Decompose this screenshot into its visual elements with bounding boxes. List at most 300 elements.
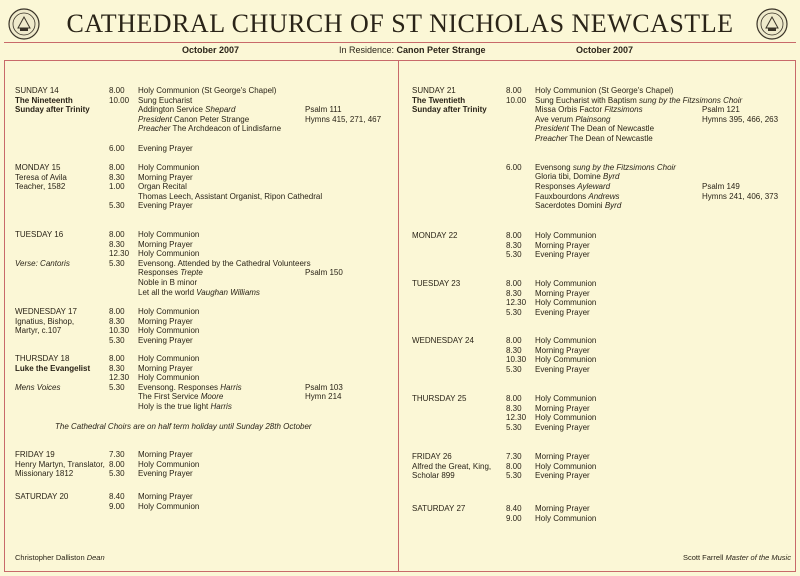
- service-text: Evening Prayer: [138, 143, 193, 153]
- day-observance: Teacher, 1582: [15, 182, 66, 192]
- service-description: [138, 364, 193, 374]
- role-label: Preacher: [535, 133, 568, 143]
- service-description: [138, 240, 193, 250]
- service-text: Holy Communion: [535, 279, 597, 288]
- service-row: [412, 394, 790, 404]
- day-observance: Martyr, c.107: [15, 326, 62, 336]
- service-row: [15, 115, 385, 125]
- service-description: [138, 124, 281, 134]
- service-row: [15, 182, 385, 192]
- service-time: 8.40: [109, 492, 125, 501]
- service-row: [15, 268, 385, 278]
- service-text: The Dean of Newcastle: [568, 124, 655, 134]
- service-row: [412, 250, 790, 260]
- service-description: [535, 514, 596, 524]
- service-text: Evening Prayer: [535, 250, 590, 260]
- service-text: Sung Eucharist: [138, 95, 193, 105]
- service-row: [15, 492, 385, 502]
- service-description: [535, 279, 596, 289]
- service-text: Holy Communion: [535, 355, 597, 365]
- service-row: [15, 259, 385, 269]
- day-block: [412, 452, 790, 481]
- service-row: [15, 307, 385, 317]
- service-time: 5.30: [506, 250, 522, 260]
- service-time: 8.30: [506, 345, 522, 355]
- composer-name: Moore: [200, 392, 224, 402]
- day-heading: SATURDAY 27: [412, 504, 466, 513]
- day-heading: THURSDAY 18: [15, 354, 70, 363]
- service-time: 8.00: [109, 354, 125, 363]
- service-row: [412, 289, 790, 299]
- service-description: [138, 402, 232, 412]
- service-time: 8.30: [109, 172, 125, 182]
- service-time: 5.30: [109, 382, 125, 392]
- service-text: Evening Prayer: [138, 335, 193, 345]
- day-heading: WEDNESDAY 17: [15, 307, 77, 316]
- day-heading: FRIDAY 26: [412, 452, 452, 461]
- day-block: [15, 86, 385, 153]
- service-time: 8.30: [506, 240, 522, 250]
- composer-name: Andrews: [588, 191, 620, 201]
- service-description: [138, 354, 199, 364]
- composer-name: Plainsong: [575, 114, 611, 124]
- service-description: [138, 173, 193, 183]
- service-text: Holy Communion: [535, 336, 597, 345]
- service-text: Sung Eucharist with Baptism: [535, 95, 640, 105]
- service-time: 8.40: [506, 504, 522, 513]
- service-row: [412, 423, 790, 433]
- service-time: 8.00: [506, 461, 522, 471]
- service-text: Morning Prayer: [138, 492, 193, 501]
- service-text: Morning Prayer: [138, 450, 193, 459]
- service-time: 9.00: [109, 501, 125, 511]
- psalm-hymn: Psalm 149: [702, 181, 740, 191]
- service-row: [15, 326, 385, 336]
- service-row: [15, 450, 385, 460]
- service-row: [15, 354, 385, 364]
- service-time: 12.30: [109, 249, 130, 259]
- day-observance: The Twentieth: [412, 95, 466, 105]
- service-row: [412, 355, 790, 365]
- service-time: 10.00: [109, 95, 130, 105]
- day-block: [15, 230, 385, 297]
- day-heading: MONDAY 15: [15, 163, 61, 172]
- service-row: [412, 514, 790, 524]
- service-text: Holy Communion: [138, 307, 200, 316]
- service-text: Holy Communion: [138, 459, 200, 469]
- service-text: Holy Communion (St George's Chapel): [138, 86, 277, 95]
- service-row: [412, 86, 790, 96]
- service-text: Morning Prayer: [535, 403, 590, 413]
- row-spacer: [412, 153, 790, 163]
- service-description: [138, 144, 193, 154]
- service-description: [535, 355, 596, 365]
- service-description: [535, 336, 596, 346]
- service-text: Addington Service: [138, 105, 206, 115]
- bottom-rule: [4, 571, 796, 572]
- cathedral-crest-icon: [756, 8, 788, 40]
- service-row: [412, 105, 790, 115]
- service-text: Responses: [535, 181, 578, 191]
- service-text: Fauxbourdons: [535, 191, 589, 201]
- service-description: [138, 249, 199, 259]
- service-time: 8.00: [109, 230, 125, 239]
- service-text: Evensong. Responses: [138, 382, 221, 392]
- service-description: [535, 413, 596, 423]
- service-row: [412, 134, 790, 144]
- right-border: [795, 60, 796, 572]
- page-title: CATHEDRAL CHURCH OF ST NICHOLAS NEWCASTLE: [66, 9, 734, 38]
- service-time: 10.00: [506, 95, 527, 105]
- service-row: [15, 96, 385, 106]
- composer-name: Vaughan Williams: [196, 287, 260, 297]
- psalm-hymn: Psalm 103: [305, 382, 343, 392]
- service-description: [138, 96, 192, 106]
- day-block: [412, 86, 790, 211]
- service-text: Sacerdotes Domini: [535, 201, 605, 211]
- role-label: Preacher: [138, 124, 171, 134]
- service-text: Ave verum: [535, 114, 576, 124]
- service-description: [535, 231, 596, 241]
- service-time: 5.30: [506, 471, 522, 481]
- service-row: [412, 504, 790, 514]
- service-time: 12.30: [506, 298, 527, 308]
- day-block: [15, 450, 385, 479]
- service-row: [15, 124, 385, 134]
- service-time: 8.00: [506, 231, 522, 240]
- service-description: [138, 492, 193, 502]
- service-time: 5.30: [506, 422, 522, 432]
- service-row: [15, 173, 385, 183]
- service-description: [535, 346, 590, 356]
- service-row: [15, 392, 385, 402]
- service-description: [138, 317, 193, 327]
- service-description: [535, 462, 596, 472]
- service-time: 5.30: [506, 364, 522, 374]
- service-description: [138, 278, 197, 288]
- service-row: [412, 96, 790, 106]
- service-row: [412, 172, 790, 182]
- service-row: [412, 279, 790, 289]
- day-heading: TUESDAY 16: [15, 230, 64, 239]
- service-description: [535, 423, 590, 433]
- day-observance: Henry Martyn, Translator,: [15, 459, 105, 469]
- service-row: [412, 365, 790, 375]
- service-text: Missa Orbis Factor: [535, 105, 605, 115]
- service-description: [138, 182, 187, 192]
- service-text: The Archdeacon of Lindisfarne: [170, 124, 282, 134]
- service-text: Gloria tibi, Domine: [535, 172, 604, 182]
- service-text: Holy Communion: [138, 354, 200, 363]
- service-description: [535, 163, 676, 173]
- service-row: [412, 201, 790, 211]
- service-time: 8.30: [109, 363, 125, 373]
- day-block: [412, 231, 790, 260]
- service-time: 8.30: [109, 316, 125, 326]
- composer-name: Ayleward: [577, 181, 611, 191]
- day-observance: The Nineteenth: [15, 95, 73, 105]
- composer-name: Shepard: [205, 105, 236, 115]
- service-row: [412, 192, 790, 202]
- service-text: The First Service: [138, 392, 201, 402]
- service-text: Evening Prayer: [535, 307, 590, 317]
- service-text: Morning Prayer: [138, 239, 193, 249]
- day-block: [15, 163, 385, 211]
- service-text: Evening Prayer: [138, 469, 193, 479]
- service-description: [535, 172, 619, 182]
- service-text: The Dean of Newcastle: [567, 133, 653, 143]
- service-row: [15, 460, 385, 470]
- service-description: [138, 392, 223, 402]
- service-time: 8.00: [109, 163, 125, 172]
- service-text: Holy Communion: [138, 373, 200, 383]
- service-row: [412, 452, 790, 462]
- service-row: [15, 201, 385, 211]
- service-time: 8.00: [506, 86, 522, 95]
- composer-name: Fitzsimons: [604, 105, 643, 115]
- service-text: Holy Communion: [138, 501, 200, 511]
- service-time: 10.30: [109, 326, 130, 336]
- service-time: 5.30: [109, 258, 125, 268]
- service-text: Canon Peter Strange: [171, 114, 250, 124]
- composer-name: sung by the Fitzsimons Choir: [639, 95, 743, 105]
- service-description: [535, 241, 590, 251]
- service-text: Let all the world: [138, 287, 197, 297]
- service-description: [138, 288, 260, 298]
- service-description: [138, 383, 242, 393]
- service-text: Organ Recital: [138, 182, 187, 192]
- service-time: 8.00: [506, 336, 522, 345]
- day-observance: Verse: Cantoris: [15, 258, 70, 268]
- service-row: [15, 144, 385, 154]
- day-observance: Teresa of Avila: [15, 172, 67, 182]
- day-observance: Sunday after Trinity: [15, 105, 90, 115]
- service-row: [15, 469, 385, 479]
- service-row: [412, 124, 790, 134]
- service-time: 8.00: [109, 459, 125, 469]
- row-spacer: [412, 144, 790, 154]
- service-description: [535, 289, 590, 299]
- service-text: Holy Communion: [138, 230, 200, 239]
- service-text: Morning Prayer: [138, 172, 193, 182]
- service-text: Holy Communion: [535, 461, 597, 471]
- service-text: Holy Communion (St George's Chapel): [535, 86, 674, 95]
- service-description: [535, 201, 621, 211]
- service-row: [412, 346, 790, 356]
- service-text: Morning Prayer: [138, 316, 193, 326]
- service-description: [138, 163, 199, 173]
- service-text: Evening Prayer: [535, 364, 590, 374]
- service-text: Responses: [138, 268, 181, 278]
- day-heading: SATURDAY 20: [15, 492, 69, 501]
- service-row: [412, 182, 790, 192]
- service-text: Evening Prayer: [138, 201, 193, 211]
- service-description: [138, 86, 276, 96]
- service-description: [138, 336, 193, 346]
- cathedral-crest-icon: [8, 8, 40, 40]
- service-row: [15, 502, 385, 512]
- service-text: Morning Prayer: [535, 345, 590, 355]
- service-text: Thomas Leech, Assistant Organist, Ripon Cathedral: [138, 191, 323, 201]
- service-time: 6.00: [506, 162, 522, 172]
- day-observance: Mens Voices: [15, 382, 61, 392]
- service-time: 8.30: [506, 288, 522, 298]
- month-left: October 2007: [182, 45, 240, 55]
- service-text: Holy Communion: [535, 298, 597, 308]
- service-description: [535, 134, 653, 144]
- service-text: Noble in B minor: [138, 277, 198, 287]
- service-text: Morning Prayer: [535, 240, 590, 250]
- in-residence: In Residence: Canon Peter Strange: [339, 45, 486, 55]
- psalm-hymn: Psalm 111: [305, 105, 342, 115]
- service-time: 6.00: [109, 143, 125, 153]
- service-description: [138, 105, 235, 115]
- day-block: [412, 279, 790, 317]
- service-text: Holy Communion: [535, 231, 597, 240]
- page-header: [0, 0, 800, 46]
- service-row: [15, 317, 385, 327]
- service-row: [412, 231, 790, 241]
- service-description: [138, 192, 322, 202]
- service-text: Holy Communion: [535, 413, 597, 423]
- psalm-hymn: Hymns 241, 406, 373: [702, 191, 779, 201]
- column-divider: [398, 60, 399, 572]
- service-description: [535, 404, 590, 414]
- service-description: [138, 115, 249, 125]
- left-border: [4, 60, 5, 572]
- service-description: [535, 298, 596, 308]
- header-rule: [4, 42, 796, 43]
- day-observance: Missionary 1812: [15, 469, 74, 479]
- service-row: [15, 249, 385, 259]
- service-description: [535, 182, 610, 192]
- service-description: [138, 268, 203, 278]
- service-row: [15, 105, 385, 115]
- day-observance: Ignatius, Bishop,: [15, 316, 75, 326]
- day-block: [15, 492, 385, 511]
- day-heading: THURSDAY 25: [412, 394, 467, 403]
- day-observance: Luke the Evangelist: [15, 363, 91, 373]
- service-time: 5.30: [506, 307, 522, 317]
- day-heading: SUNDAY 14: [15, 86, 59, 95]
- psalm-hymn: Hymns 395, 466, 263: [702, 114, 779, 124]
- day-block: [15, 354, 385, 412]
- service-time: 1.00: [109, 182, 125, 192]
- day-observance: Alfred the Great, King,: [412, 461, 492, 471]
- composer-name: sung by the Fitzsimons Choir: [572, 162, 676, 172]
- service-time: 8.30: [109, 239, 125, 249]
- role-label: President: [535, 124, 569, 134]
- day-heading: WEDNESDAY 24: [412, 336, 474, 345]
- service-row: [412, 308, 790, 318]
- service-description: [535, 250, 590, 260]
- service-description: [138, 373, 199, 383]
- service-description: [138, 230, 199, 240]
- day-heading: MONDAY 22: [412, 231, 458, 240]
- day-heading: TUESDAY 23: [412, 279, 461, 288]
- service-text: Holy Communion: [535, 513, 597, 523]
- composer-name: Byrd: [603, 172, 620, 182]
- service-description: [535, 115, 610, 125]
- service-row: [412, 298, 790, 308]
- service-row: [412, 462, 790, 472]
- service-time: 8.30: [506, 403, 522, 413]
- service-time: 5.30: [109, 469, 125, 479]
- service-description: [535, 105, 643, 115]
- service-description: [138, 469, 193, 479]
- service-row: [412, 404, 790, 414]
- service-time: 10.30: [506, 355, 527, 365]
- psalm-hymn: Psalm 150: [305, 268, 343, 278]
- service-row: [15, 240, 385, 250]
- service-text: Evensong. Attended by the Cathedral Volunteers: [138, 258, 311, 268]
- service-row: [15, 86, 385, 96]
- service-row: [15, 402, 385, 412]
- service-description: [138, 450, 193, 460]
- footer-master-of-music: Scott Farrell Master of the Music: [683, 553, 791, 562]
- service-row: [412, 336, 790, 346]
- service-time: 8.00: [109, 307, 125, 316]
- service-description: [535, 308, 590, 318]
- day-observance: Sunday after Trinity: [412, 105, 487, 115]
- day-block: [412, 336, 790, 374]
- service-row: [15, 230, 385, 240]
- service-description: [535, 86, 673, 96]
- day-block: [412, 504, 790, 523]
- role-label: President: [138, 114, 172, 124]
- service-row: [412, 241, 790, 251]
- service-row: [15, 278, 385, 288]
- service-text: Morning Prayer: [138, 363, 193, 373]
- service-row: [15, 163, 385, 173]
- service-time: 8.00: [506, 394, 522, 403]
- service-time: 5.30: [109, 335, 125, 345]
- service-row: [412, 471, 790, 481]
- service-text: Morning Prayer: [535, 288, 590, 298]
- service-description: [535, 96, 742, 106]
- service-description: [535, 124, 654, 134]
- footer-dean: Christopher Dalliston Dean: [15, 553, 105, 562]
- service-text: Evening Prayer: [535, 422, 590, 432]
- service-text: Holy Communion: [535, 394, 597, 403]
- service-row: [15, 364, 385, 374]
- service-text: Morning Prayer: [535, 452, 590, 461]
- service-text: Holy is the true light: [138, 401, 211, 411]
- service-time: 12.30: [109, 373, 130, 383]
- service-description: [138, 201, 193, 211]
- service-description: [138, 502, 199, 512]
- service-description: [535, 365, 590, 375]
- service-description: [138, 460, 199, 470]
- composer-name: Byrd: [604, 201, 622, 211]
- service-text: Holy Communion: [138, 249, 200, 259]
- service-description: [535, 192, 620, 202]
- service-time: 12.30: [506, 413, 527, 423]
- service-row: [15, 373, 385, 383]
- psalm-hymn: Psalm 121: [702, 105, 740, 115]
- service-time: 7.30: [506, 452, 522, 461]
- composer-name: Trepte: [180, 268, 203, 278]
- day-observance: Scholar 899: [412, 471, 455, 481]
- subheader-rule: [4, 60, 796, 61]
- composer-name: Harris: [220, 382, 242, 392]
- psalm-hymn: Hymn 214: [305, 392, 342, 402]
- service-description: [535, 452, 590, 462]
- service-row: [15, 192, 385, 202]
- service-description: [138, 326, 199, 336]
- service-row: [15, 288, 385, 298]
- service-text: Holy Communion: [138, 326, 200, 336]
